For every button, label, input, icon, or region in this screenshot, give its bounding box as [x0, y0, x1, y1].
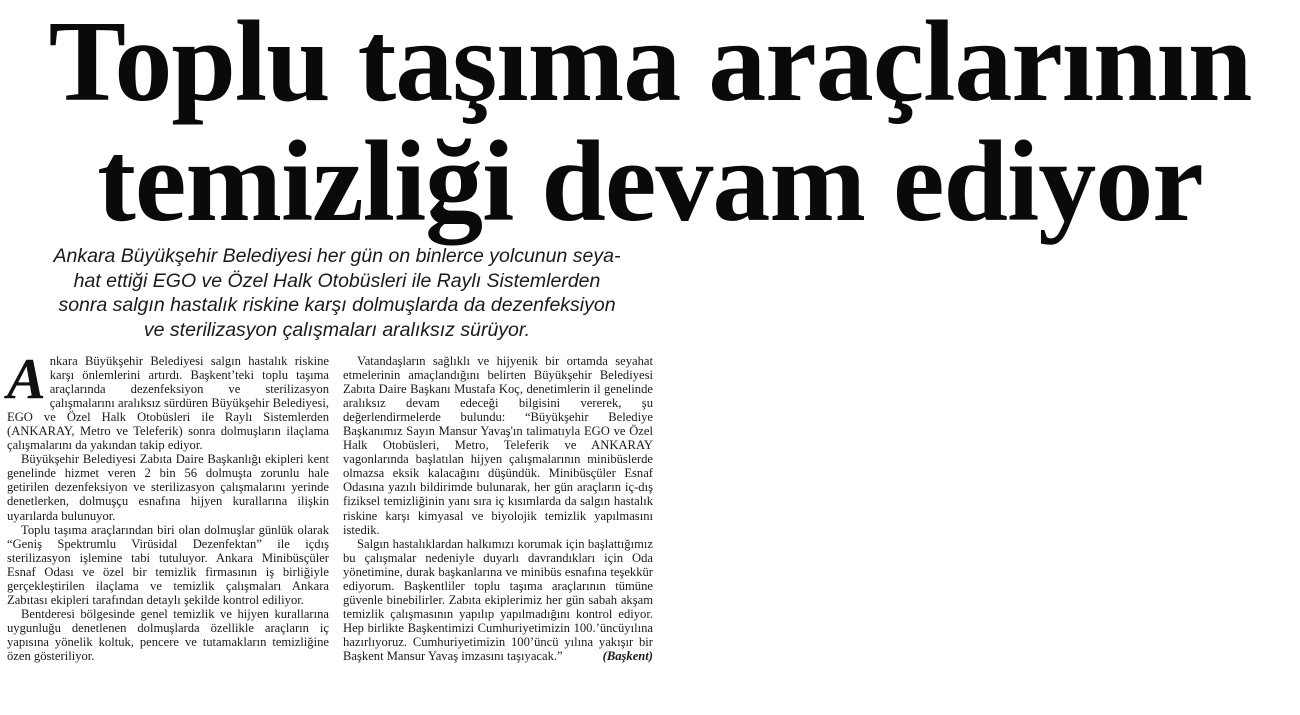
body-paragraph: Büyükşehir Belediyesi Zabıta Daire Başkanlığı ekipleri kent genelinde hizmet veren 2 bin 56 dolmuşta zorunlu hale getirilen dezenfeksiyon ve sterilizasyon çalışmalarını yerinde denetlerken, dolmuşçu esnafına hijyen kurallarına ilişkin uyarılarda bulunuyor. [7, 452, 329, 523]
body-paragraph: Toplu taşıma araçlarından biri olan dolmuşlar günlük olarak “Geniş Spektrumlu Virüsidal Dezenfektan” ile içdış sterilizasyon işlemine tabi tutuluyor. Ankara Minibüsçüler Esnaf Odası ve özel bir temizlik firmasının iş birliğiyle gerçekleştirilen ilaçlama ve temizlik çalışmaları Ankara Zabıtası ekipleri tarafından detaylı şekilde kontrol ediliyor. [7, 522, 329, 607]
deck-line: Ankara Büyükşehir Belediyesi her gün on binlerce yolcunun seya- [53, 245, 621, 267]
deck-line: ve sterilizasyon çalışmaları aralıksız sürüyor. [143, 318, 531, 341]
deck-line: sonra salgın hastalık riskine karşı dolmuşlarda da dezenfeksiyon [58, 294, 616, 316]
paragraph-text: nkara Büyükşehir Belediyesi salgın hastalık riskine karşı önlemlerini artırdı. Başkent’teki toplu taşıma araçlarında dezenfeksiyon ve sterilizasyon çalışmalarını aralıksız sürdüren Büyükşehir Belediyesi, EGO ve Özel Halk Otobüsleri ile Raylı Sistemlerden (ANKARAY, Metro ve Teleferik) sonra dolmuşların ilaçlama çalışmalarını da yakından takip ediyor. [7, 354, 329, 453]
headline-line-2: temizliği devam ediyor [97, 118, 1203, 246]
headline-line-1: Toplu taşıma araçlarının [48, 0, 1252, 126]
body-paragraph [343, 537, 653, 663]
paragraph-text: Salgın hastalıklardan halkımızı korumak için başlattığımız bu çalışmalar nedeniyle duyarlı davrandıkları için Oda yönetimine, durak başkanlarına ve minibüs esnafına teşekkür ediyorum. Başkentliler toplu taşıma araçlarının tümüne güvenle binebilirler. Zabıta ekiplerimiz her gün sabah akşam temizlik çalışmasının yapılıp yapılmadığını kontrol ediyor. Hep birlikte Başkentimizi Cumhuriyetimizin 100.’üncüyılına hazırlıyoruz. Cumhuriyetimizin 100’üncü yılına yakışır bir Başkent Mansur Yavaş imzasını taşıyacak.” [343, 536, 653, 663]
source-signature: (Başkent) [602, 648, 653, 663]
body-paragraph: Bentderesi bölgesinde genel temizlik ve hijyen kurallarına uygunluğu denetlenen dolmuşlarda özellikle araçların iç yapısına yönelik koltuk, pencere ve tutamakların temizliğine özen gösteriliyor. [7, 606, 329, 663]
body-paragraph [7, 346, 329, 453]
article-deck [12, 244, 662, 342]
article-column-2 [343, 354, 653, 663]
body-paragraph: Vatandaşların sağlıklı ve hijyenik bir ortamda seyahat etmelerinin amaçlandığını belirten Büyükşehir Belediyesi Zabıta Daire Başkanı Mustafa Koç, denetimlerin il genelinde aralıksız devam edeceği bilgisini vererek, şu değerlendirmelerde bulundu: “Büyükşehir Belediye Başkanımız Sayın Mansur Yavaş'ın talimatıyla EGO ve Özel Halk Otobüsleri, Metro, Teleferik ve ANKARAY vagonlarında başlatılan hijyen çalışmalarının minibüslerde olmazsa eksik kalacağını düşündük. Minibüsçüler Esnaf Odasına yazılı bildirimde bulunarak, her gün araçların iç-dış fiziksel temizliğinin yanı sıra iç kısımlarda da salgın hastalık riskine karşı kimyasal ve biyolojik temizlik yapılmasını istedik. [343, 354, 653, 537]
drop-cap: A [7, 346, 46, 411]
deck-line: hat ettiği EGO ve Özel Halk Otobüsleri ile Raylı Sistemlerden [73, 269, 601, 292]
article-column-1 [7, 346, 329, 663]
